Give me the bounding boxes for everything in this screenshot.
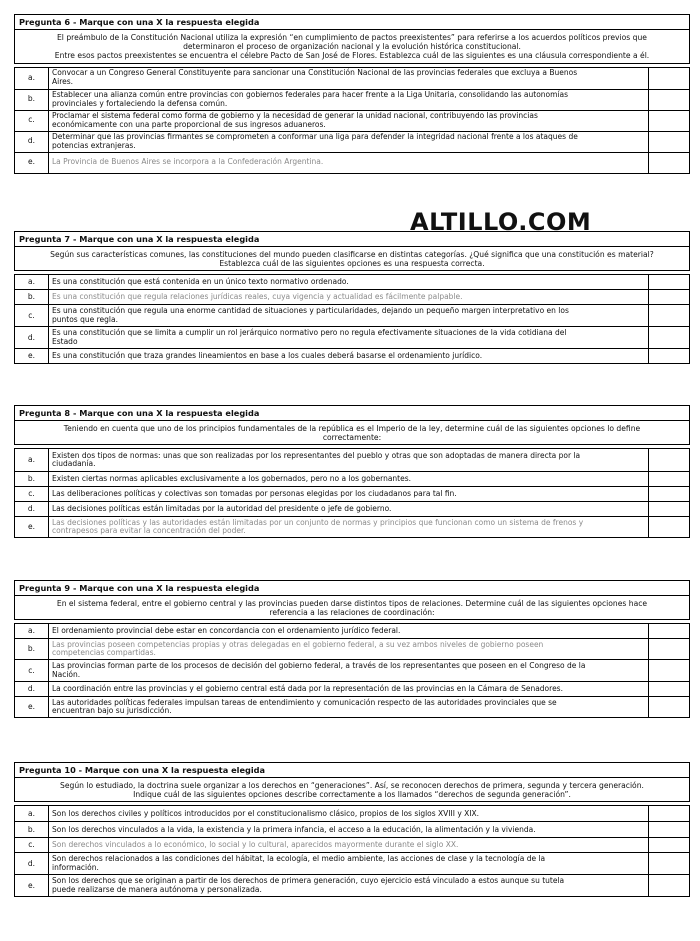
option-letter: a. <box>15 449 49 472</box>
option-row[interactable] <box>15 275 690 290</box>
option-row[interactable] <box>15 131 690 152</box>
option-text <box>49 67 649 89</box>
question-title: Pregunta 10 - Marque con una X la respuesta elegida <box>14 762 690 777</box>
option-line: Aires. <box>52 77 74 87</box>
option-line: provinciales y fortaleciendo la defensa común. <box>52 98 228 108</box>
option-line: Las autoridades políticas federales impulsan tareas de entendimiento y comunicación respecto de las autoridades provinciales que se <box>52 697 557 707</box>
question-title: Pregunta 6 - Marque con una X la respuesta elegida <box>14 14 690 29</box>
option-letter: d. <box>15 682 49 697</box>
option-line: Son derechos relacionados a las condiciones del hábitat, la ecología, el medio ambiente, las acciones de clase y la tecnología de la <box>52 854 546 864</box>
option-text <box>49 89 649 110</box>
option-letter: a. <box>15 624 49 639</box>
option-line: información. <box>52 862 99 872</box>
option-line: Las provincias poseen competencias propias y otras delegadas en el gobierno federal, a su vez ambos niveles de gobierno poseen <box>52 639 544 649</box>
option-line: ciudadanía. <box>52 459 96 469</box>
option-line: Establecer una alianza común entre provincias con gobiernos federales para hacer frente a la Liga Unitaria, consolidando las autonomías <box>52 89 569 99</box>
answer-mark-box[interactable] <box>649 110 690 131</box>
watermark-logo: ALTILLO.COM <box>410 208 592 236</box>
option-letter: e. <box>15 349 49 364</box>
option-line: Es una constitución que regula relaciones jurídicas reales, cuya vigencia y actualidad es fácilmente palpable. <box>52 292 463 301</box>
option-letter: d. <box>15 131 49 152</box>
option-row[interactable] <box>15 449 690 472</box>
question-statement <box>14 246 690 271</box>
answer-mark-box[interactable] <box>649 806 690 822</box>
option-letter: a. <box>15 806 49 822</box>
option-line: La Provincia de Buenos Aires se incorpora a la Confederación Argentina. <box>52 157 324 167</box>
answer-mark-box[interactable] <box>649 275 690 290</box>
answer-mark-box[interactable] <box>649 853 690 875</box>
option-line: Determinar que las provincias firmantes se comprometen a conformar una liga para defender la integridad nacional frente a los ataques de <box>52 131 578 141</box>
answer-mark-box[interactable] <box>649 624 690 639</box>
option-row[interactable] <box>15 697 690 718</box>
options-table <box>14 805 690 897</box>
answer-mark-box[interactable] <box>649 305 690 327</box>
option-text <box>49 110 649 131</box>
answer-mark-box[interactable] <box>649 875 690 897</box>
answer-mark-box[interactable] <box>649 639 690 660</box>
option-row[interactable] <box>15 327 690 349</box>
statement-line: Teniendo en cuenta que uno de los principios fundamentales de la república es el Imperio de la ley, determine cuál de las siguientes opciones lo define <box>63 424 641 433</box>
option-text <box>49 131 649 152</box>
option-line: Es una constitución que se limita a cumplir un rol jerárquico normativo pero no regula efectivamente situaciones de la vida cotidiana del <box>52 328 567 338</box>
option-text <box>49 624 649 639</box>
option-letter: a. <box>15 275 49 290</box>
option-line: Las decisiones políticas están limitadas por la autoridad del presidente o jefe de gobierno. <box>52 504 392 513</box>
option-text <box>49 853 649 875</box>
option-letter: e. <box>15 152 49 173</box>
answer-mark-box[interactable] <box>649 290 690 305</box>
option-row[interactable] <box>15 639 690 660</box>
question-statement <box>14 595 690 620</box>
answer-mark-box[interactable] <box>649 502 690 517</box>
option-line: Son los derechos que se originan a partir de los derechos de primera generación, cuyo ejercicio está vinculado a estos aunque su tutela <box>52 876 565 886</box>
answer-mark-box[interactable] <box>649 660 690 682</box>
option-text <box>49 806 649 822</box>
option-row[interactable] <box>15 349 690 364</box>
answer-mark-box[interactable] <box>649 487 690 502</box>
option-line: contrapesos para evitar la concentración del poder. <box>52 526 246 536</box>
option-line: La coordinación entre las provincias y el gobierno central está dada por la representación de las provincias en la Cámara de Senadores. <box>52 684 563 693</box>
option-letter: d. <box>15 502 49 517</box>
answer-mark-box[interactable] <box>649 89 690 110</box>
option-row[interactable] <box>15 853 690 875</box>
option-letter: e. <box>15 875 49 897</box>
options-table <box>14 274 690 364</box>
option-letter: c. <box>15 487 49 502</box>
option-text <box>49 305 649 327</box>
statement-line: correctamente: <box>322 433 382 443</box>
question-10 <box>14 762 690 897</box>
option-letter: c. <box>15 110 49 131</box>
option-text <box>49 290 649 305</box>
statement-line: referencia a las relaciones de coordinación: <box>269 608 435 618</box>
option-row[interactable] <box>15 660 690 682</box>
option-row[interactable] <box>15 806 690 822</box>
answer-mark-box[interactable] <box>649 327 690 349</box>
option-text <box>49 449 649 472</box>
option-line: Es una constitución que regula una enorme cantidad de situaciones y particularidades, dejando un pequeño margen interpretativo en los <box>52 306 569 316</box>
statement-line: El preámbulo de la Constitución Nacional utiliza la expresión “en cumplimiento de pactos preexistentes” para referirse a los acuerdos políticos previos que <box>57 33 647 42</box>
question-statement <box>14 777 690 802</box>
option-row[interactable] <box>15 305 690 327</box>
option-text <box>49 275 649 290</box>
answer-mark-box[interactable] <box>649 682 690 697</box>
option-line: Es una constitución que traza grandes lineamientos en base a los cuales deberá basarse el ordenamiento jurídico. <box>52 351 483 360</box>
option-letter: e. <box>15 697 49 718</box>
option-row[interactable] <box>15 152 690 173</box>
option-row[interactable] <box>15 822 690 838</box>
option-row[interactable] <box>15 67 690 89</box>
option-row[interactable] <box>15 502 690 517</box>
option-line: Es una constitución que está contenida en un único texto normativo ordenado. <box>52 277 349 286</box>
option-line: Son los derechos civiles y políticos introducidos por el constitucionalismo clásico, propios de los siglos XVIII y XIX. <box>52 808 480 818</box>
option-line: Existen ciertas normas aplicables exclusivamente a los gobernados, pero no a los gobernantes. <box>52 474 412 483</box>
answer-mark-box[interactable] <box>649 472 690 487</box>
option-text <box>49 682 649 697</box>
option-line: Estado <box>52 336 78 346</box>
answer-mark-box[interactable] <box>649 67 690 89</box>
option-text <box>49 152 649 173</box>
option-row[interactable] <box>15 487 690 502</box>
option-row[interactable] <box>15 838 690 853</box>
option-text <box>49 517 649 538</box>
option-row[interactable] <box>15 110 690 131</box>
option-row[interactable] <box>15 472 690 487</box>
option-letter: b. <box>15 639 49 660</box>
option-line: Son derechos vinculados a lo económico, lo social y lo cultural, aparecidos mayormente durante el siglo XX. <box>52 840 459 849</box>
option-row[interactable] <box>15 875 690 897</box>
statement-line: Según lo estudiado, la doctrina suele organizar a los derechos en “generaciones”. Así, se reconocen derechos de primera, segunda y tercera generación. <box>60 781 644 790</box>
option-text <box>49 697 649 718</box>
option-letter: d. <box>15 327 49 349</box>
option-line: Las provincias forman parte de los procesos de decisión del gobierno federal, a través de los representantes que poseen en el Congreso de la <box>52 661 586 671</box>
question-statement <box>14 420 690 445</box>
statement-line: Indique cuál de las siguientes opciones describe correctamente a los llamados “derechos de segunda generación”. <box>133 790 571 800</box>
option-line: Existen dos tipos de normas: unas que son realizadas por los representantes del pueblo y otras que son adoptadas de manera directa por la <box>52 450 581 460</box>
option-row[interactable] <box>15 89 690 110</box>
option-text <box>49 327 649 349</box>
option-line: Proclamar el sistema federal como forma de gobierno y la necesidad de generar la unidad nacional, contribuyendo las provincias <box>52 110 538 120</box>
option-row[interactable] <box>15 517 690 538</box>
option-line: Nación. <box>52 669 81 679</box>
option-text <box>49 349 649 364</box>
answer-mark-box[interactable] <box>649 822 690 838</box>
option-line: Las deliberaciones políticas y colectivas son tomadas por personas elegidas por los ciudadanos para tal fin. <box>52 489 457 498</box>
options-table <box>14 623 690 718</box>
option-letter: c. <box>15 838 49 853</box>
option-line: encuentran bajo su jurisdicción. <box>52 706 172 716</box>
option-line: económicamente con una parte proporcional de sus ingresos aduaneros. <box>52 119 326 129</box>
statement-line: Establezca cuál de las siguientes opciones es una respuesta correcta. <box>219 259 485 269</box>
statement-line: Según sus características comunes, las constituciones del mundo pueden clasificarse en distintas categorías. ¿Qué significa que una constitución es material? <box>50 250 654 259</box>
option-line: competencias compartidas. <box>52 648 156 658</box>
option-line: puede realizarse de manera autónoma y personalizada. <box>52 884 262 894</box>
option-text <box>49 472 649 487</box>
option-row[interactable] <box>15 682 690 697</box>
option-letter: b. <box>15 822 49 838</box>
option-letter: b. <box>15 89 49 110</box>
option-letter: c. <box>15 660 49 682</box>
option-line: puntos que regla. <box>52 314 118 324</box>
question-statement <box>14 29 690 64</box>
answer-mark-box[interactable] <box>649 517 690 538</box>
option-letter: e. <box>15 517 49 538</box>
question-9 <box>14 580 690 718</box>
option-letter: c. <box>15 305 49 327</box>
option-text <box>49 838 649 853</box>
question-title: Pregunta 9 - Marque con una X la respuesta elegida <box>14 580 690 595</box>
option-line: Las decisiones políticas y las autoridades están limitadas por un conjunto de normas y principios que funcionan como un sistema de frenos y <box>52 517 584 527</box>
option-letter: d. <box>15 853 49 875</box>
option-line: El ordenamiento provincial debe estar en concordancia con el ordenamiento jurídico federal. <box>52 626 401 635</box>
question-6 <box>14 14 690 174</box>
answer-mark-box[interactable] <box>649 449 690 472</box>
question-7 <box>14 231 690 364</box>
answer-mark-box[interactable] <box>649 349 690 364</box>
answer-mark-box[interactable] <box>649 131 690 152</box>
question-title: Pregunta 7 - Marque con una X la respuesta elegida <box>14 231 690 246</box>
option-letter: a. <box>15 67 49 89</box>
options-table <box>14 448 690 538</box>
answer-mark-box[interactable] <box>649 697 690 718</box>
option-line: potencias extranjeras. <box>52 140 136 150</box>
answer-mark-box[interactable] <box>649 838 690 853</box>
statement-line: En el sistema federal, entre el gobierno central y las provincias pueden darse distintos tipos de relaciones. Determine cuál de las siguientes opciones hace <box>56 599 648 608</box>
answer-mark-box[interactable] <box>649 152 690 173</box>
option-text <box>49 822 649 838</box>
option-line: Son los derechos vinculados a la vida, la existencia y la primera infancia, el acceso a la educación, la alimentación y la vivienda. <box>52 824 536 834</box>
statement-line: determinaron el proceso de organización nacional y la evolución histórica constitucional. <box>183 42 521 52</box>
option-line: Convocar a un Congreso General Constituyente para sancionar una Constitución Nacional de las provincias federales que excluya a Buenos <box>52 68 578 78</box>
option-text <box>49 875 649 897</box>
option-letter: b. <box>15 290 49 305</box>
option-text <box>49 639 649 660</box>
option-row[interactable] <box>15 290 690 305</box>
option-row[interactable] <box>15 624 690 639</box>
options-table <box>14 67 690 174</box>
option-letter: b. <box>15 472 49 487</box>
question-title: Pregunta 8 - Marque con una X la respuesta elegida <box>14 405 690 420</box>
option-text <box>49 502 649 517</box>
statement-line: Entre esos pactos preexistentes se encuentra el célebre Pacto de San José de Flores. Establezca cuál de las siguientes es una cláusula correspondiente a él. <box>54 51 650 61</box>
option-text <box>49 660 649 682</box>
question-8 <box>14 405 690 538</box>
option-text <box>49 487 649 502</box>
